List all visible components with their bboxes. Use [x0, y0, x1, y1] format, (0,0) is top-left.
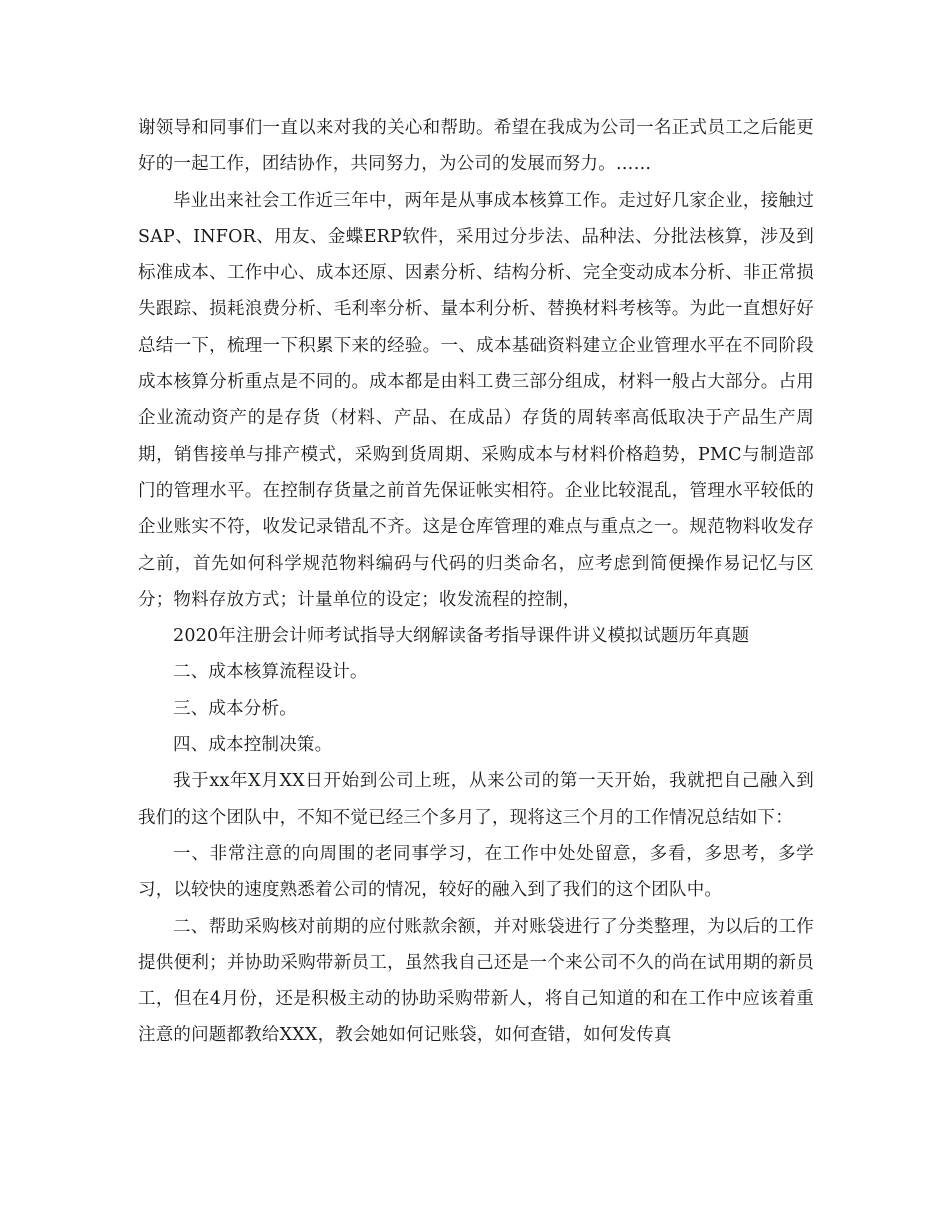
- paragraph-6: 四、成本控制决策。: [173, 735, 333, 756]
- document-body: [138, 110, 814, 1054]
- paragraph-7: 我于xx年X月XX日开始到公司上班，从来公司的第一天开始，我就把自己融入到我们的这个团队中，不知不觉已经三个多月了，现将这三个月的工作情况总结如下：: [138, 771, 814, 828]
- paragraph-5: 三、成本分析。: [173, 698, 297, 719]
- paragraph-1: 谢领导和同事们一直以来对我的关心和帮助。希望在我成为公司一名正式员工之后能更好的一起工作，团结协作，共同努力，为公司的发展而努力。……: [138, 118, 814, 175]
- paragraph-2: 毕业出来社会工作近三年中，两年是从事成本核算工作。走过好几家企业，接触过SAP、INFOR、用友、金蝶ERP软件，采用过分步法、品种法、分批法核算，涉及到标准成本、工作中心、成本还原、因素分析、结构分析、完全变动成本分析、非正常损失跟踪、损耗浪费分析、毛利率分析、量本利分析、替换材料考核等。为此一直想好好总结一下，梳理一下积累下来的经验。一、成本基础资料建立企业管理水平在不同阶段成本核算分析重点是不同的。成本都是由料工费三部分组成，材料一般占大部分。占用企业流动资产的是存货（材料、产品、在成品）存货的周转率高低取决于产品生产周期，销售接单与排产模式，采购到货周期、采购成本与材料价格趋势，PMC与制造部门的管理水平。在控制存货量之前首先保证帐实相符。企业比较混乱，管理水平较低的企业账实不符，收发记录错乱不齐。这是仓库管理的难点与重点之一。规范物料收发存之前，首先如何科学规范物料编码与代码的归类命名，应考虑到简便操作易记忆与区分；物料存放方式；计量单位的设定；收发流程的控制，: [138, 190, 814, 610]
- paragraph-4: 二、成本核算流程设计。: [173, 662, 368, 683]
- paragraph-3: 2020年注册会计师考试指导大纲解读备考指导课件讲义模拟试题历年真题: [173, 626, 750, 647]
- paragraph-8: 一、非常注意的向周围的老同事学习，在工作中处处留意，多看，多思考，多学习，以较快的速度熟悉着公司的情况，较好的融入到了我们的这个团队中。: [138, 843, 814, 901]
- paragraph-9: 二、帮助采购核对前期的应付账款余额，并对账袋进行了分类整理，为以后的工作提供便利；并协助采购带新员工，虽然我自己还是一个来公司不久的尚在试用期的新员工，但在4月份，还是积极主动的协助采购带新人，将自己知道的和在工作中应该着重注意的问题都教给XXX，教会她如何记账袋，如何查错，如何发传真: [138, 916, 814, 1046]
